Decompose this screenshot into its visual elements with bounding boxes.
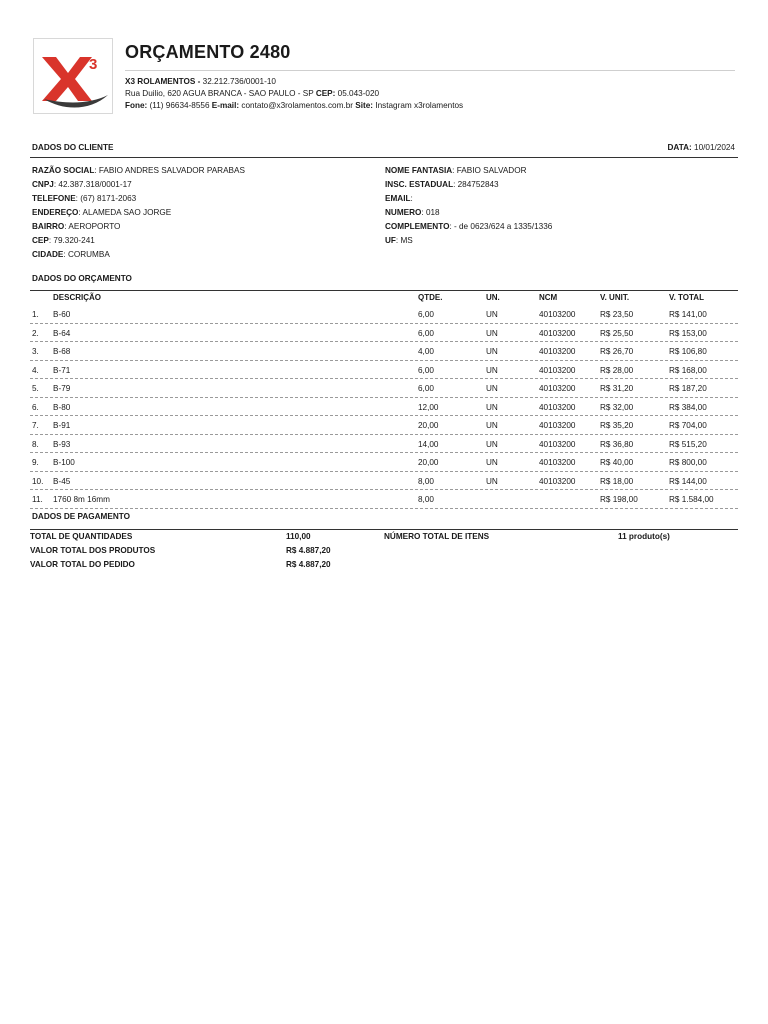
order-total-value: R$ 4.887,20: [286, 560, 331, 569]
client-field-value: : 018: [421, 208, 440, 217]
table-row: [30, 342, 738, 361]
item-description: B-100: [53, 458, 75, 467]
total-qty-value: 110,00: [286, 532, 311, 541]
company-email: contato@x3rolamentos.com.br: [239, 101, 356, 111]
item-description: B-64: [53, 328, 71, 338]
table-row: [30, 416, 738, 435]
item-unit: UN: [486, 458, 498, 467]
client-field: [32, 194, 136, 203]
client-field-value: : (67) 8171-2063: [75, 194, 137, 203]
client-field-value: : 284752843: [453, 180, 499, 189]
item-description: B-91: [53, 421, 71, 430]
item-qty: 6,00: [418, 328, 434, 338]
item-number: 5.: [32, 384, 39, 393]
client-field-label: BAIRRO: [32, 222, 65, 231]
item-unit-price: R$ 23,50: [600, 310, 634, 319]
item-qty: 12,00: [418, 402, 439, 412]
item-unit-price: R$ 35,20: [600, 421, 634, 430]
company-site: Instagram x3rolamentos: [373, 101, 464, 111]
item-total: R$ 168,00: [669, 365, 707, 375]
item-qty: 8,00: [418, 476, 434, 486]
table-row: [30, 398, 738, 417]
client-field-value: : CORUMBA: [63, 250, 110, 259]
item-number: 6.: [32, 402, 39, 412]
item-total: R$ 187,20: [669, 384, 707, 393]
item-ncm: 40103200: [539, 310, 576, 319]
item-number: 10.: [32, 476, 44, 486]
client-field: [32, 222, 120, 231]
item-ncm: 40103200: [539, 458, 576, 467]
item-total: R$ 800,00: [669, 458, 707, 467]
client-field: [385, 222, 552, 231]
table-row: [30, 379, 738, 398]
client-field-label: CEP: [32, 236, 49, 245]
company-cep-label: CEP:: [315, 89, 336, 99]
client-field-value: : 42.387.318/0001-17: [53, 180, 132, 189]
item-unit-price: R$ 36,80: [600, 439, 634, 449]
company-cep: 05.043-020: [335, 89, 380, 99]
client-field: [32, 166, 245, 175]
company-address: Rua Duilio, 620 AGUA BRANCA - SAO PAULO - SP: [125, 89, 316, 99]
company-phone-label: Fone:: [125, 101, 148, 111]
item-qty: 6,00: [418, 365, 434, 375]
item-description: B-80: [53, 402, 71, 412]
logo-x-mark: [42, 57, 92, 101]
client-field: [385, 194, 413, 203]
col-qty-header: QTDE.: [418, 293, 443, 302]
date-value: 10/01/2024: [691, 143, 735, 152]
item-unit-price: R$ 25,50: [600, 328, 634, 338]
table-row: [30, 305, 738, 324]
client-section-title: DADOS DO CLIENTE: [32, 143, 114, 152]
client-field-label: UF: [385, 236, 396, 245]
title-divider: [125, 70, 735, 71]
item-description: B-68: [53, 347, 71, 356]
payment-divider: [30, 529, 738, 530]
client-field-value: : 79.320-241: [48, 236, 95, 245]
client-field-label: NUMERO: [385, 208, 422, 217]
client-field-label: NOME FANTASIA: [385, 166, 453, 175]
item-unit-price: R$ 26,70: [600, 347, 634, 356]
client-field: [385, 180, 499, 189]
client-divider: [30, 157, 738, 158]
client-field: [385, 166, 527, 175]
item-ncm: 40103200: [539, 421, 576, 430]
client-field-label: TELEFONE: [32, 194, 76, 203]
company-email-label: E-mail:: [211, 101, 240, 111]
col-total-header: V. TOTAL: [669, 293, 704, 302]
table-row: [30, 361, 738, 380]
col-unit-header: UN.: [486, 293, 500, 302]
item-qty: 20,00: [418, 458, 439, 467]
company-line-2: [125, 88, 463, 100]
item-unit: UN: [486, 328, 498, 338]
item-number: 9.: [32, 458, 39, 467]
client-field-label: ENDEREÇO: [32, 208, 79, 217]
item-total: R$ 141,00: [669, 310, 707, 319]
item-unit-price: R$ 31,20: [600, 384, 634, 393]
total-qty-label: TOTAL DE QUANTIDADES: [30, 532, 133, 541]
item-unit-price: R$ 198,00: [600, 495, 638, 504]
client-field: [32, 236, 95, 245]
client-field: [32, 180, 132, 189]
company-line-1: [125, 76, 463, 88]
item-ncm: 40103200: [539, 328, 576, 338]
quote-date: [667, 143, 735, 152]
client-field: [385, 208, 440, 217]
page-title: ORÇAMENTO 2480: [125, 42, 291, 62]
item-unit: UN: [486, 384, 498, 393]
client-field-label: RAZÃO SOCIAL: [32, 166, 95, 175]
item-number: 1.: [32, 310, 39, 319]
client-field-value: : MS: [395, 236, 413, 245]
col-desc-header: DESCRIÇÃO: [53, 293, 102, 302]
client-field-value: : ALAMEDA SAO JORGE: [78, 208, 172, 217]
item-unit: UN: [486, 365, 498, 375]
items-header-row: [30, 293, 738, 305]
item-qty: 14,00: [418, 439, 439, 449]
item-description: 1760 8m 16mm: [53, 495, 110, 504]
col-unit-price-header: V. UNIT.: [600, 293, 630, 302]
client-field-label: CIDADE: [32, 250, 64, 259]
client-field-value: :: [410, 194, 413, 203]
company-info: [125, 76, 463, 113]
company-line-3: [125, 100, 463, 112]
item-number: 4.: [32, 365, 39, 375]
items-table: [30, 293, 738, 509]
item-unit: UN: [486, 310, 498, 319]
client-field-value: : AEROPORTO: [64, 222, 121, 231]
client-field-value: : FABIO SALVADOR: [452, 166, 527, 175]
company-cnpj: 32.212.736/0001-10: [200, 77, 276, 86]
order-total-label: VALOR TOTAL DO PEDIDO: [30, 560, 135, 569]
company-logo: [33, 38, 113, 114]
item-unit: UN: [486, 421, 498, 430]
item-ncm: 40103200: [539, 476, 576, 486]
item-qty: 8,00: [418, 495, 434, 504]
item-unit: UN: [486, 347, 498, 356]
item-qty: 4,00: [418, 347, 434, 356]
table-row: [30, 453, 738, 472]
item-total: R$ 384,00: [669, 402, 707, 412]
total-items-label: NÚMERO TOTAL DE ITENS: [384, 532, 490, 541]
client-field-label: CNPJ: [32, 180, 54, 189]
item-ncm: 40103200: [539, 384, 576, 393]
table-row: [30, 435, 738, 454]
client-field-value: : FABIO ANDRES SALVADOR PARABAS: [94, 166, 245, 175]
item-unit: UN: [486, 402, 498, 412]
item-description: B-45: [53, 476, 71, 486]
item-unit-price: R$ 18,00: [600, 476, 634, 486]
total-items-value: 11 produto(s): [618, 532, 670, 541]
item-ncm: 40103200: [539, 402, 576, 412]
item-unit-price: R$ 32,00: [600, 402, 634, 412]
table-row: [30, 490, 738, 509]
client-field-label: COMPLEMENTO: [385, 222, 450, 231]
client-field-label: EMAIL: [385, 194, 411, 203]
quote-section-title: DADOS DO ORÇAMENTO: [32, 274, 132, 283]
item-ncm: 40103200: [539, 347, 576, 356]
item-qty: 6,00: [418, 310, 434, 319]
item-total: R$ 704,00: [669, 421, 707, 430]
company-phone: (11) 96634-8556: [147, 101, 212, 111]
client-field-label: INSC. ESTADUAL: [385, 180, 454, 189]
table-row: [30, 472, 738, 491]
products-total-label: VALOR TOTAL DOS PRODUTOS: [30, 546, 156, 555]
client-field: [385, 236, 413, 245]
item-ncm: 40103200: [539, 365, 576, 375]
item-total: R$ 153,00: [669, 328, 707, 338]
client-field: [32, 250, 110, 259]
item-qty: 6,00: [418, 384, 434, 393]
item-unit: UN: [486, 476, 498, 486]
item-unit: UN: [486, 439, 498, 449]
col-ncm-header: NCM: [539, 293, 558, 302]
client-field-value: : - de 0623/624 a 1335/1336: [449, 222, 553, 231]
quote-divider: [30, 290, 738, 291]
item-ncm: 40103200: [539, 439, 576, 449]
item-number: 2.: [32, 328, 39, 338]
item-number: 3.: [32, 347, 39, 356]
item-description: B-93: [53, 439, 71, 449]
company-name: X3 ROLAMENTOS -: [125, 77, 201, 86]
item-total: R$ 515,20: [669, 439, 707, 449]
item-number: 11.: [32, 495, 43, 504]
item-number: 8.: [32, 439, 39, 449]
items-body: [30, 305, 738, 509]
item-number: 7.: [32, 421, 39, 430]
table-row: [30, 324, 738, 343]
item-total: R$ 144,00: [669, 476, 707, 486]
item-qty: 20,00: [418, 421, 439, 430]
date-label: DATA:: [667, 143, 692, 152]
client-field: [32, 208, 171, 217]
company-site-label: Site:: [355, 101, 374, 111]
logo-superscript: 3: [89, 56, 98, 73]
item-description: B-71: [53, 365, 71, 375]
item-description: B-60: [53, 310, 71, 319]
item-total: R$ 1.584,00: [669, 495, 714, 504]
payment-section-title: DADOS DE PAGAMENTO: [32, 512, 130, 521]
item-total: R$ 106,80: [669, 347, 707, 356]
item-description: B-79: [53, 384, 71, 393]
products-total-value: R$ 4.887,20: [286, 546, 331, 555]
item-unit-price: R$ 40,00: [600, 458, 634, 467]
item-unit-price: R$ 28,00: [600, 365, 634, 375]
